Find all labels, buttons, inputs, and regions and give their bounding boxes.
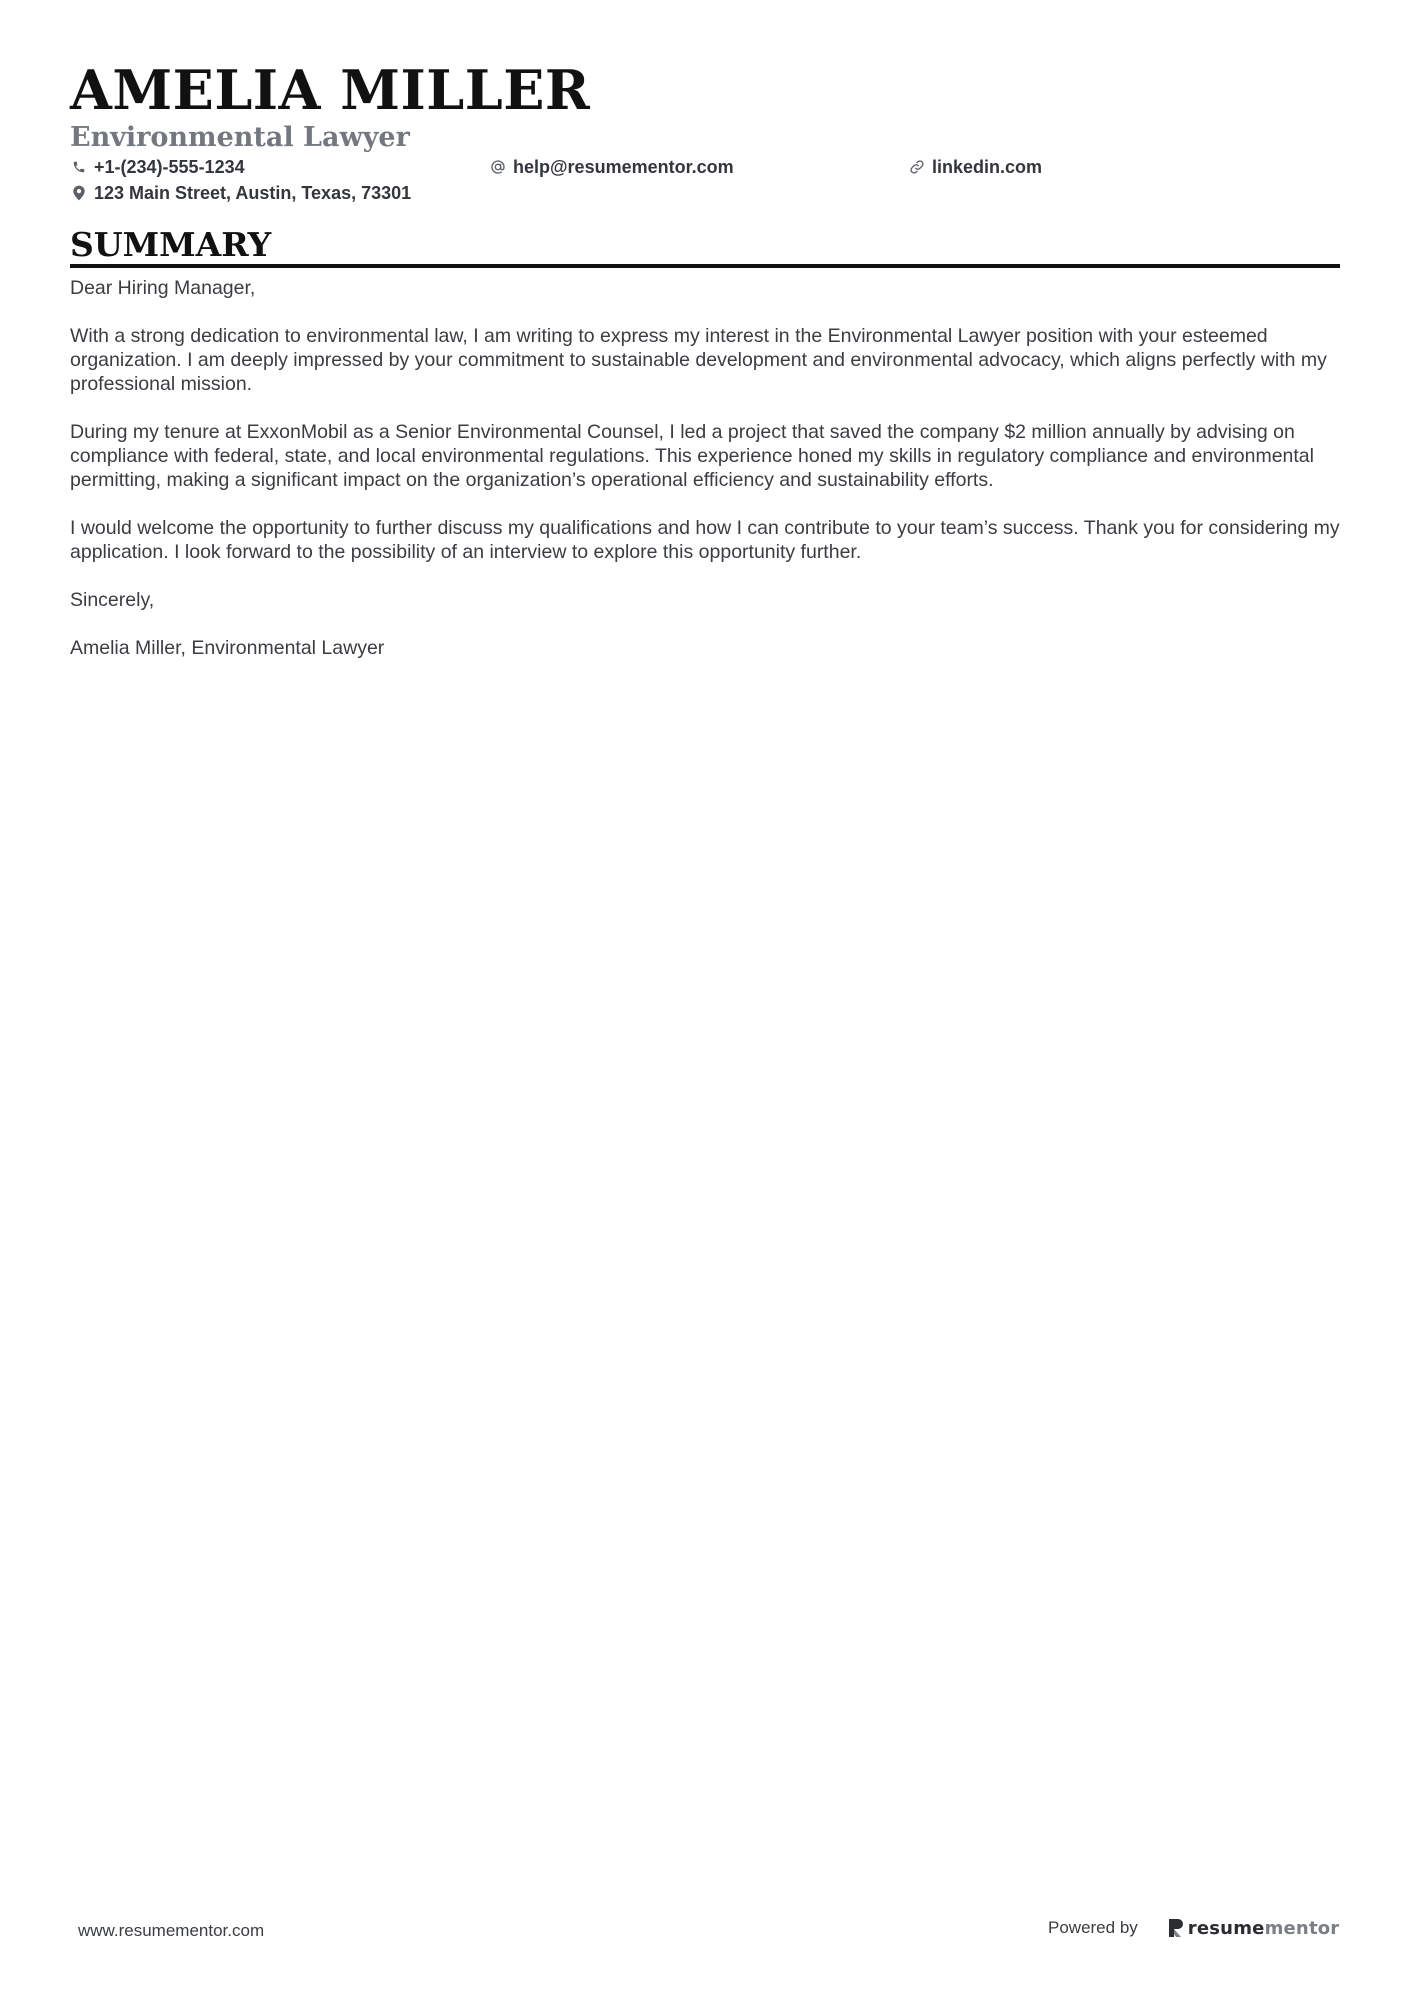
contact-phone — [70, 156, 489, 178]
at-icon — [489, 158, 507, 176]
candidate-name: AMELIA MILLER — [70, 58, 591, 122]
cover-letter-body — [70, 276, 1340, 660]
footer-branding — [1048, 1917, 1339, 1939]
email-link[interactable]: help@resumementor.com — [513, 157, 734, 177]
linkedin-link[interactable]: linkedin.com — [932, 157, 1043, 177]
letter-paragraph: With a strong dedication to environmental law, I am writing to express my interest in the Environmental Lawyer position with your esteemed organization. I am deeply impressed by your commitment to sustainable development and environmental advocacy, which aligns perfectly with my professional mission. — [70, 325, 1327, 395]
contact-linkedin[interactable] — [908, 156, 1327, 178]
contact-email[interactable] — [489, 156, 908, 178]
salutation: Dear Hiring Manager, — [70, 277, 256, 299]
contact-address — [70, 182, 489, 204]
job-title: Environmental Lawyer — [70, 122, 410, 153]
logo-mark-icon — [1168, 1918, 1184, 1938]
logo-text-light: mentor — [1264, 1917, 1340, 1939]
resumementor-logo[interactable] — [1168, 1918, 1340, 1939]
powered-by-label: Powered by — [1048, 1918, 1138, 1937]
phone-text: +1-(234)-555-1234 — [94, 157, 245, 177]
letter-paragraph: During my tenure at ExxonMobil as a Senior Environmental Counsel, I led a project that saved the company $2 million annually by advising on compliance with federal, state, and local environmental regulations. This experience honed my skills in regulatory compliance and environmental permitting, making a significant impact on the organization’s operational efficiency and sustainability efforts. — [70, 421, 1314, 491]
section-title: SUMMARY — [70, 225, 272, 264]
logo-text-bold: resume — [1187, 1917, 1265, 1939]
resume-page — [70, 60, 1340, 684]
logo-text — [1188, 1918, 1340, 1939]
closing: Sincerely, — [70, 589, 155, 611]
footer-website[interactable]: www.resumementor.com — [78, 1921, 265, 1940]
contact-list — [70, 156, 1340, 204]
letter-paragraph: I would welcome the opportunity to further discuss my qualifications and how I can contribute to your team’s success. Thank you for considering my application. I look forward to the possibility of an interview to explore this opportunity further. — [70, 517, 1340, 563]
signature: Amelia Miller, Environmental Lawyer — [70, 637, 385, 659]
phone-icon — [70, 158, 88, 176]
link-icon — [908, 158, 926, 176]
summary-section-header — [70, 226, 1340, 268]
section-divider — [70, 264, 1340, 268]
address-text: 123 Main Street, Austin, Texas, 73301 — [94, 183, 412, 203]
location-pin-icon — [70, 184, 88, 202]
